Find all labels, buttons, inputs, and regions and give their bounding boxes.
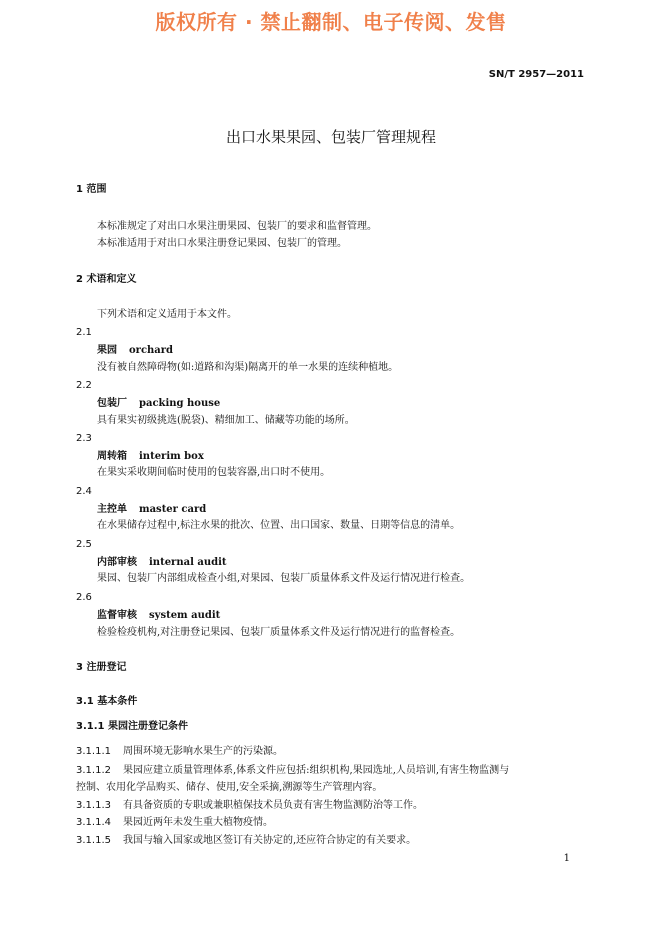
term-chinese: 内部审核 <box>97 557 137 568</box>
section-1-paragraph-2: 本标准适用于对出口水果注册登记果园、包装厂的管理。 <box>97 238 347 249</box>
clause-text: 我国与输入国家或地区签订有关协定的,还应符合协定的有关要求。 <box>123 835 417 846</box>
term-number: 2.1 <box>76 327 92 338</box>
standard-code: SN/T 2957—2011 <box>488 69 584 80</box>
term-chinese: 监督审核 <box>97 610 137 621</box>
term-chinese: 包装厂 <box>97 398 127 409</box>
term-number: 2.2 <box>76 380 92 391</box>
term-title <box>97 504 206 516</box>
term-english: master card <box>139 504 207 515</box>
clause-number: 3.1.1.1 <box>76 746 111 757</box>
term-definition: 在水果储存过程中,标注水果的批次、位置、出口国家、数量、日期等信息的清单。 <box>97 520 461 531</box>
term-chinese: 周转箱 <box>97 451 127 462</box>
term-number: 2.4 <box>76 486 92 497</box>
term-number: 2.5 <box>76 539 92 550</box>
clause-number: 3.1.1.5 <box>76 835 111 846</box>
clause-item <box>76 817 273 829</box>
term-definition: 检验检疫机构,对注册登记果园、包装厂质量体系文件及运行情况进行的监督检查。 <box>97 627 461 638</box>
clause-item <box>76 765 509 777</box>
section-2-intro: 下列术语和定义适用于本文件。 <box>97 309 237 320</box>
clause-text: 有具备资质的专职或兼职植保技术员负责有害生物监测防治等工作。 <box>123 800 423 811</box>
term-number: 2.6 <box>76 592 92 603</box>
clause-number: 3.1.1.4 <box>76 817 111 828</box>
term-title <box>97 610 220 622</box>
clause-text: 周围环境无影响水果生产的污染源。 <box>123 746 283 757</box>
clause-item <box>76 835 416 847</box>
clause-number: 3.1.1.2 <box>76 765 111 776</box>
term-definition: 果园、包装厂内部组成检查小组,对果园、包装厂质量体系文件及运行情况进行检查。 <box>97 573 471 584</box>
document-title: 出口水果果园、包装厂管理规程 <box>225 128 436 146</box>
clause-number: 3.1.1.3 <box>76 800 111 811</box>
section-1-paragraph-1: 本标准规定了对出口水果注册果园、包装厂的要求和监督管理。 <box>97 221 377 232</box>
term-english: system audit <box>149 610 221 621</box>
term-definition: 没有被自然障碍物(如:道路和沟渠)隔离开的单一水果的连续种植地。 <box>97 362 399 373</box>
term-english: interim box <box>139 451 204 462</box>
term-english: packing house <box>139 398 221 409</box>
term-title <box>97 451 204 463</box>
section-1-heading: 1 范围 <box>76 184 107 195</box>
clause-item <box>76 746 283 758</box>
clause-text: 果园近两年未发生重大植物疫情。 <box>123 817 273 828</box>
term-chinese: 果园 <box>97 345 117 356</box>
subsection-3-1-heading: 3.1 基本条件 <box>76 696 138 707</box>
term-title <box>97 557 227 569</box>
term-definition: 在果实采收期间临时使用的包装容器,出口时不使用。 <box>97 467 331 478</box>
term-english: internal audit <box>149 557 227 568</box>
term-title <box>97 398 220 410</box>
term-english: orchard <box>129 345 174 356</box>
clause-item <box>76 800 423 812</box>
copyright-watermark: 版权所有 · 禁止翻制、电子传阅、发售 <box>155 10 507 34</box>
subsection-3-1-1-heading: 3.1.1 果园注册登记条件 <box>76 721 188 732</box>
term-chinese: 主控单 <box>97 504 127 515</box>
term-title <box>97 345 173 357</box>
page-number: 1 <box>563 853 570 864</box>
clause-continuation: 控制、农用化学品购买、储存、使用,安全采摘,溯源等生产管理内容。 <box>76 782 383 793</box>
section-2-heading: 2 术语和定义 <box>76 274 137 285</box>
term-number: 2.3 <box>76 433 92 444</box>
term-definition: 具有果实初级挑选(脱袋)、精细加工、储藏等功能的场所。 <box>97 415 355 426</box>
section-3-heading: 3 注册登记 <box>76 662 127 673</box>
clause-text: 果园应建立质量管理体系,体系文件应包括:组织机构,果园选址,人员培训,有害生物监测与 <box>123 765 510 776</box>
